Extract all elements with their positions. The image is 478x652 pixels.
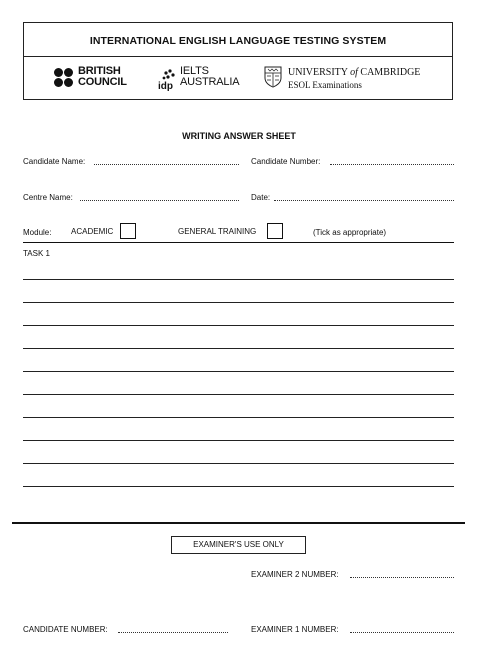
writing-line[interactable] [23, 486, 454, 487]
date-label: Date: [251, 193, 271, 202]
cambridge-line2: ESOL Examinations [288, 80, 362, 90]
british-council-line1: BRITISH [78, 65, 121, 77]
candidate-number-field[interactable] [330, 164, 454, 165]
header-divider [24, 56, 452, 57]
examiner2-number-label: EXAMINER 2 NUMBER: [251, 570, 339, 579]
general-training-checkbox[interactable] [267, 223, 283, 239]
examiner2-number-field[interactable] [350, 577, 454, 578]
writing-line[interactable] [23, 348, 454, 349]
writing-line[interactable] [23, 302, 454, 303]
examiner1-number-label: EXAMINER 1 NUMBER: [251, 625, 339, 634]
general-training-label: GENERAL TRAINING [178, 227, 257, 236]
british-council-logo-icon [54, 68, 74, 88]
british-council-line2: COUNCIL [78, 76, 127, 88]
date-field[interactable] [274, 200, 454, 201]
examiner-divider [12, 522, 465, 524]
writing-line[interactable] [23, 279, 454, 280]
writing-line[interactable] [23, 463, 454, 464]
module-divider [23, 242, 454, 243]
candidate-name-field[interactable] [94, 164, 239, 165]
idp-mark-text: idp [158, 81, 173, 91]
examiners-use-only-box: EXAMINER'S USE ONLY [171, 536, 306, 554]
writing-line[interactable] [23, 325, 454, 326]
task-label: TASK 1 [23, 249, 50, 258]
ielts-line2: AUSTRALIA [180, 76, 240, 88]
british-council-logo-text [78, 66, 127, 88]
sheet-title: WRITING ANSWER SHEET [182, 131, 296, 141]
examiner1-number-field[interactable] [350, 632, 454, 633]
centre-name-label: Centre Name: [23, 193, 73, 202]
ielts-australia-logo-text [180, 66, 239, 88]
idp-logo-icon [158, 67, 180, 91]
header-box [23, 22, 453, 100]
writing-line[interactable] [23, 394, 454, 395]
candidate-number-label: Candidate Number: [251, 157, 321, 166]
writing-line[interactable] [23, 417, 454, 418]
module-label: Module: [23, 228, 52, 237]
academic-label: ACADEMIC [71, 227, 114, 236]
academic-checkbox[interactable] [120, 223, 136, 239]
ielts-line1: IELTS [180, 65, 209, 77]
cambridge-line1: UNIVERSITY of CAMBRIDGE [288, 67, 421, 78]
header-title: INTERNATIONAL ENGLISH LANGUAGE TESTING SYSTEM [89, 35, 387, 47]
cambridge-logo-text [288, 67, 420, 91]
centre-name-field[interactable] [80, 200, 239, 201]
cambridge-crest-icon [264, 66, 282, 88]
tick-note: (Tick as appropriate) [313, 228, 387, 237]
candidate-name-label: Candidate Name: [23, 157, 86, 166]
candidate-number-bottom-label: CANDIDATE NUMBER: [23, 625, 108, 634]
candidate-number-bottom-field[interactable] [118, 632, 228, 633]
writing-line[interactable] [23, 371, 454, 372]
writing-line[interactable] [23, 440, 454, 441]
